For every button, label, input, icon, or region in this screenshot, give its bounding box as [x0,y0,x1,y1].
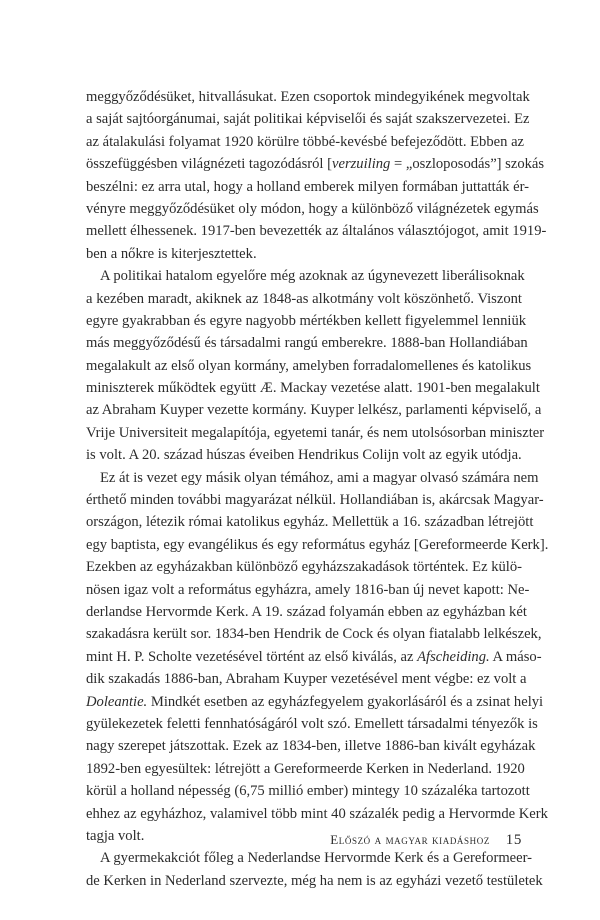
text-line: Ez át is vezet egy másik olyan témához, ami a magyar olvasó számára nem [100,469,539,486]
running-head: Előszó a magyar kiadáshoz [330,832,490,847]
text-line: derlandse Hervormde Kerk. A 19. század folyamán ebben az egyházban két [86,603,527,620]
text-line: is volt. A 20. század húszas éveiben Hendrikus Colijn volt az egyik utódja. [86,447,522,464]
text-line: érthető minden további magyarázat nélkül. Hollandiában is, akárcsak Magyar- [86,492,544,509]
text-line: országon, létezik római katolikus egyház. Mellettük a 16. században létrejött [86,514,534,531]
text-line: ben a nőkre is kiterjesztettek. [86,245,257,262]
text-line: az átalakulási folyamat 1920 körülre többé-kevésbé befejeződött. Ebben az [86,133,525,150]
text-line: szakadásra került sor. 1834-ben Hendrik de Cock és olyan fiatalabb lelkészek, [86,626,542,643]
body-text [86,86,549,892]
text-line: miniszterek működtek együtt Æ. Mackay vezetése alatt. 1901-ben megalakult [86,380,540,397]
text-line: más meggyőződésű és társadalmi rangú emberekre. 1888-ban Hollandiában [86,335,528,352]
text-line: ehhez az egyházhoz, valamivel több mint 40 százalék pedig a Hervormde Kerk [86,805,548,822]
text-line: nösen igaz volt a református egyházra, amely 1816-ban új nevet kapott: Ne- [86,581,530,598]
text-line: beszélni: ez arra utal, hogy a holland emberek milyen formában juttatták ér- [86,178,530,195]
text-line: az Abraham Kuyper vezette kormány. Kuyper lelkész, parlamenti képviselő, a [86,402,542,419]
text-line: mellett élhessenek. 1917-ben bevezették az általános választójogot, amit 1919- [86,223,547,240]
text-line: A gyermekakciót főleg a Nederlandse Hervormde Kerk és a Gereformeer- [100,850,533,867]
text-line: körül a holland népesség (6,75 millió ember) mintegy 10 százaléka tartozott [86,783,530,800]
text-line: meggyőződésüket, hitvallásukat. Ezen csoportok mindegyikének megvoltak [86,89,530,105]
text-line: a saját sajtóorgánumai, saját politikai képviselői és saját szakszervezetei. Ez [86,111,530,128]
text-line: gyülekezetek feletti fennhatóságáról volt szó. Emellett társadalmi tényezők is [86,715,538,732]
text-line: egyre gyakrabban és egyre nagyobb mértékben kellett figyelemmel lenniük [86,312,527,329]
text-line: megalakult az első olyan kormány, amelyben forradalomellenes és katolikus [86,357,532,374]
text-line: mint H. P. Scholte vezetésével történt az első kiválás, az Afscheiding. A máso- [86,648,542,665]
text-line: tagja volt. [86,827,145,844]
text-line: egy baptista, egy evangélikus és egy református egyház [Gereformeerde Kerk]. [86,536,549,553]
text-line: vényre meggyőződésüket oly módon, hogy a különböző világnézetek egymás [86,200,539,217]
page-number: 15 [505,832,522,848]
text-line: összefüggésben világnézeti tagozódásról [verzuiling = „oszloposodás”] szokás [86,156,545,173]
text-line: nagy szerepet játszottak. Ezek az 1834-ben, illetve 1886-ban kivált egyházak [86,738,536,755]
text-line: dik szakadás 1886-ban, Abraham Kuyper vezetésével ment végbe: ez volt a [86,671,527,688]
text-line: A politikai hatalom egyelőre még azoknak az úgynevezett liberálisoknak [100,268,525,285]
text-line: a kezében maradt, akiknek az 1848-as alkotmány volt köszönhető. Viszont [86,290,522,307]
text-line: de Kerken in Nederland szervezte, még ha nem is az egyházi vezető testületek [86,872,543,889]
text-line: Vrije Universiteit megalapítója, egyetemi tanár, és nem utolsósorban miniszter [86,424,545,441]
text-line: Ezekben az egyházakban különböző egyházszakadások történtek. Ez külö- [86,559,523,576]
page-footer [330,832,522,849]
text-line: 1892-ben egyesültek: létrejött a Gereformeerde Kerken in Nederland. 1920 [86,760,525,777]
text-line: Doleantie. Mindkét esetben az egyházfegyelem gyakorlásáról és a zsinat helyi [86,693,544,710]
